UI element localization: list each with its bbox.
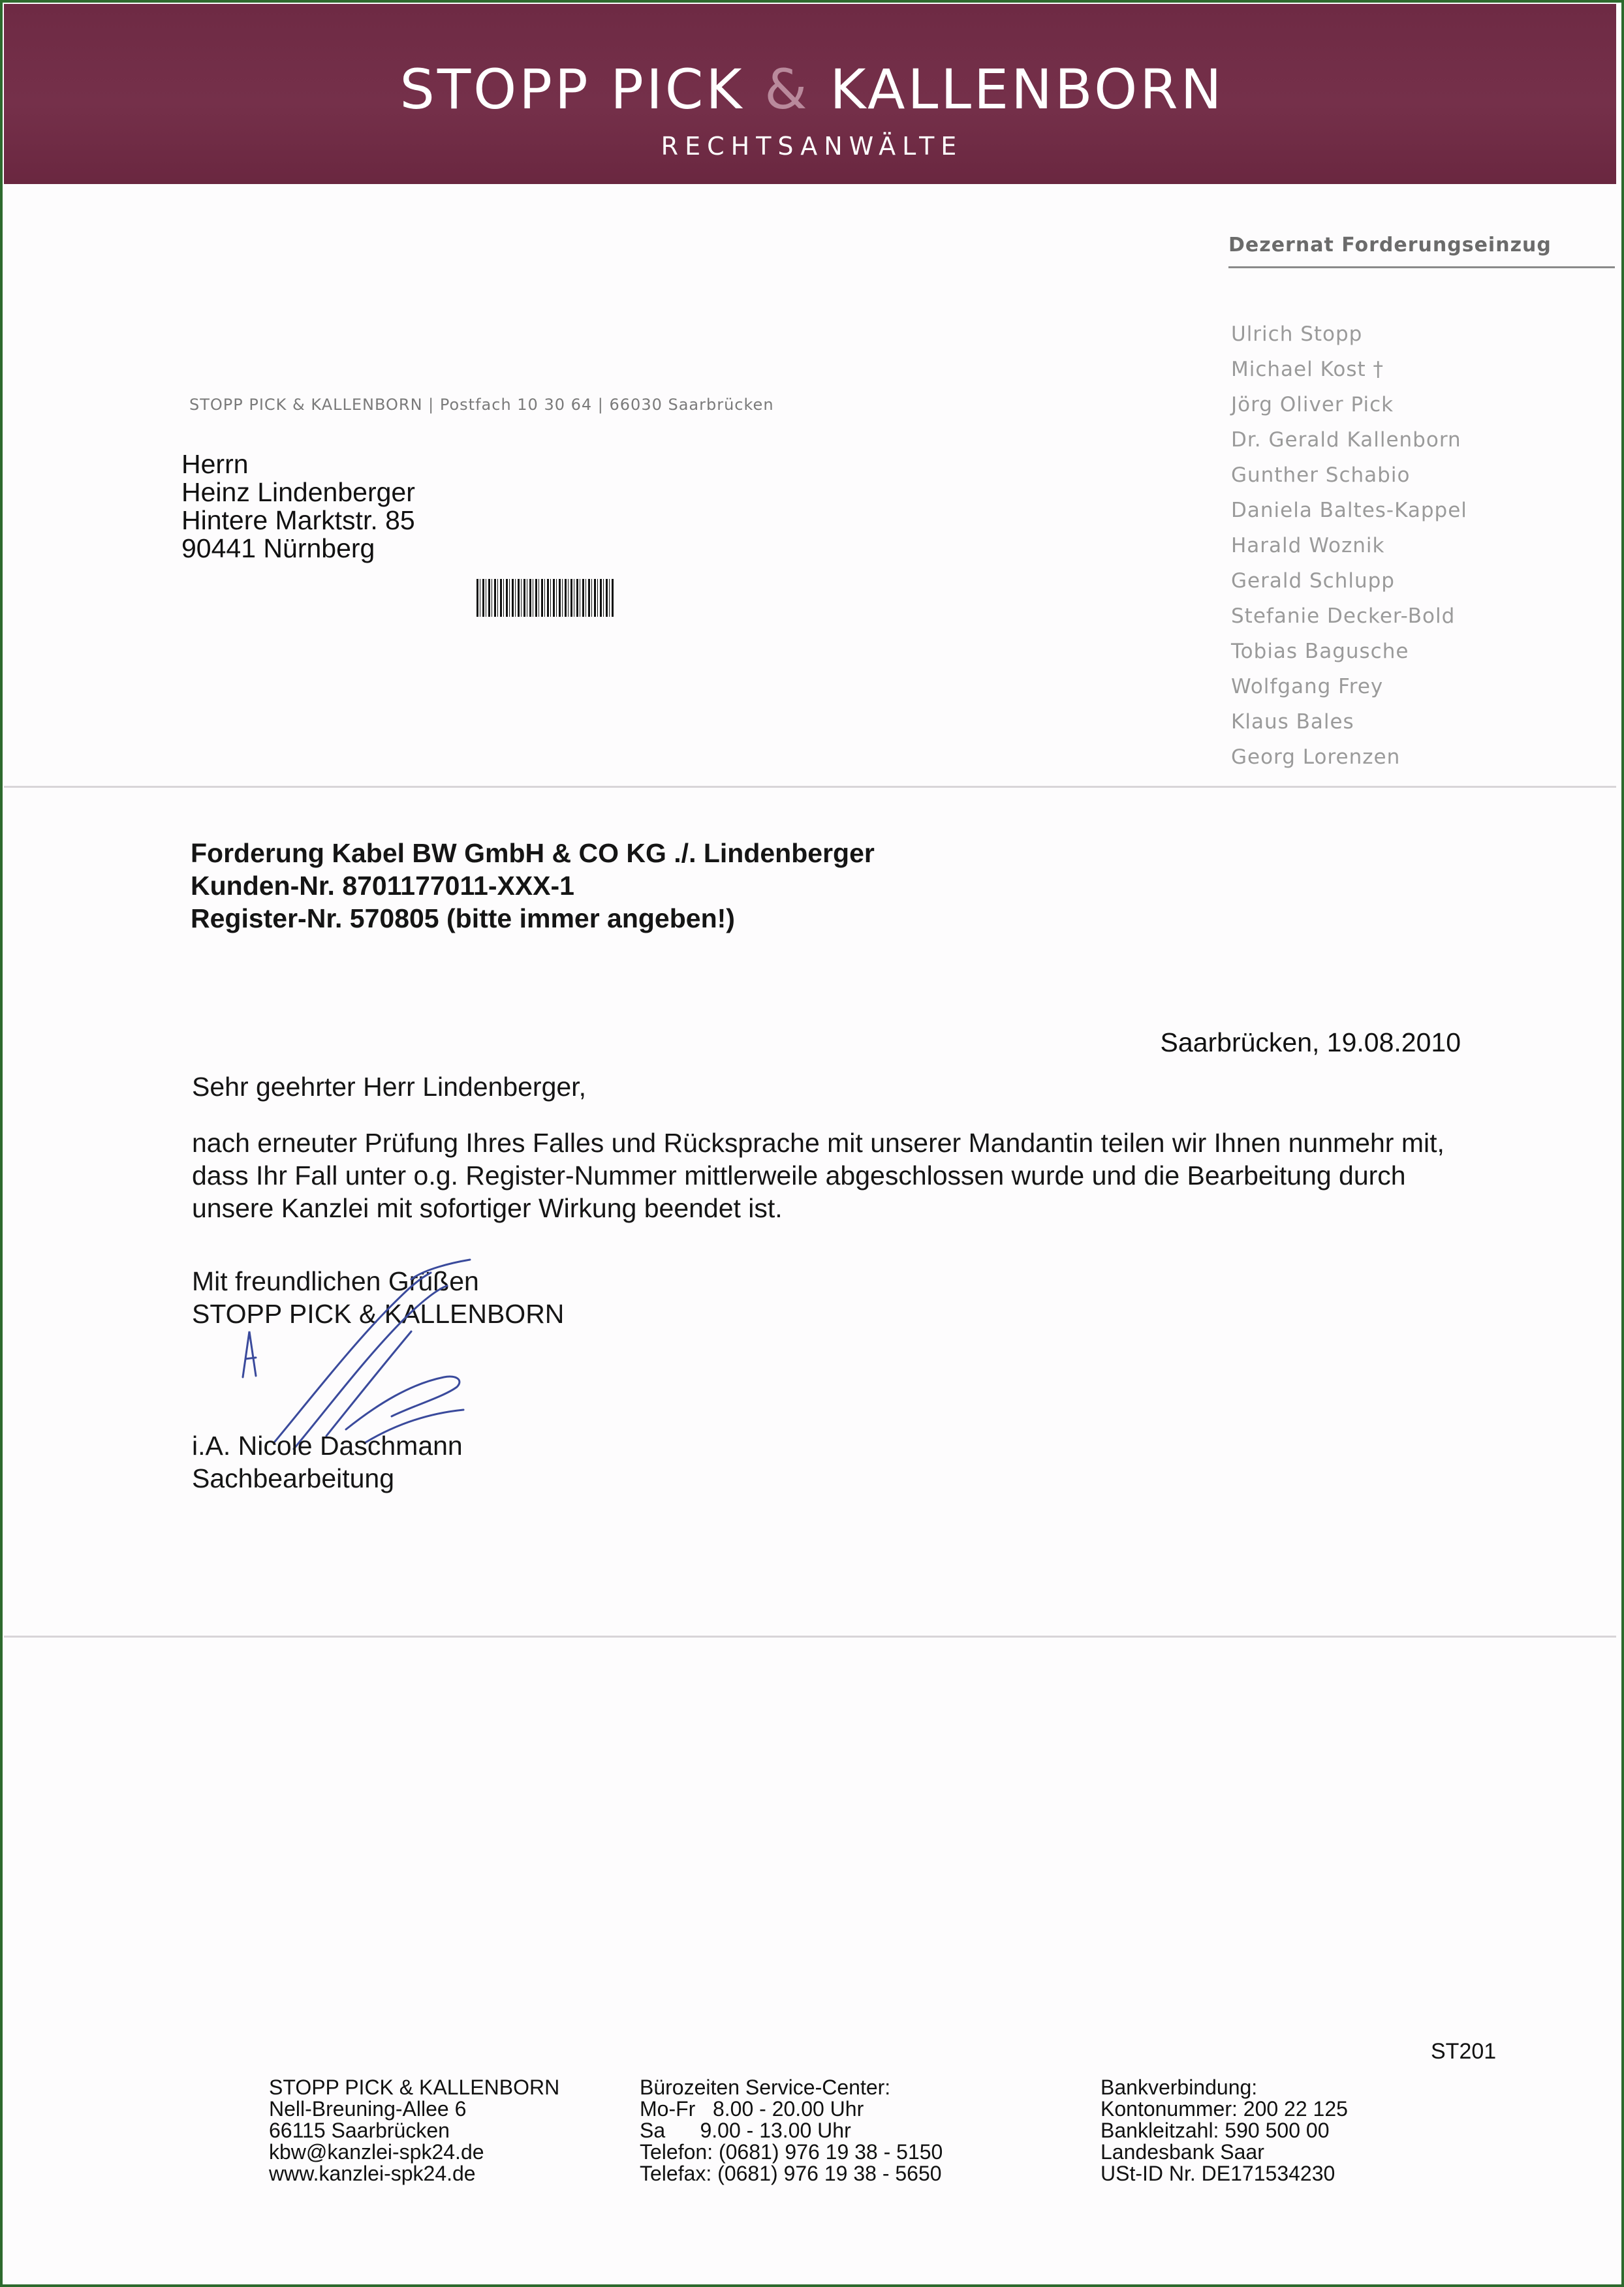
footer-email: kbw@kanzlei-spk24.de <box>269 2140 484 2164</box>
footer-line: STOPP PICK & KALLENBORN <box>269 2076 560 2099</box>
footer-address <box>269 2077 559 2185</box>
lawyer-name: Tobias Bagusche <box>1231 640 1409 663</box>
signer-role: Sachbearbeitung <box>192 1463 395 1493</box>
letter-body <box>192 1127 1497 1224</box>
lawyer-name: Jörg Oliver Pick <box>1231 393 1394 416</box>
footer-line: 66115 Saarbrücken <box>269 2119 450 2142</box>
footer-line: Sa 9.00 - 13.00 Uhr <box>640 2119 851 2142</box>
lawyer-name: Gerald Schlupp <box>1231 569 1395 593</box>
footer-line: Nell-Breuning-Allee 6 <box>269 2097 467 2121</box>
firm-name-part2: KALLENBORN <box>809 57 1225 121</box>
letter-date: Saarbrücken, 19.08.2010 <box>1160 1027 1461 1057</box>
lawyer-name: Stefanie Decker-Bold <box>1231 604 1456 628</box>
signer-name: i.A. Nicole Daschmann <box>192 1431 463 1461</box>
subject-block <box>191 837 875 935</box>
footer-fax: Telefax: (0681) 976 19 38 - 5650 <box>640 2162 942 2185</box>
footer-line: Bankverbindung: <box>1101 2076 1258 2099</box>
lawyer-name: Michael Kost † <box>1231 358 1384 381</box>
reference-code: ST201 <box>1431 2039 1497 2064</box>
lawyer-name: Harald Woznik <box>1231 534 1385 557</box>
lawyer-name: Georg Lorenzen <box>1231 745 1401 769</box>
body-line: nach erneuter Prüfung Ihres Falles und Rücksprache mit unserer Mandantin teilen wir Ihnen nunmehr mit, <box>192 1128 1444 1158</box>
footer-phone: Telefon: (0681) 976 19 38 - 5150 <box>640 2140 943 2164</box>
firm-name-ampersand: & <box>764 57 810 121</box>
signer-block <box>192 1429 1497 1495</box>
footer-website: www.kanzlei-spk24.de <box>269 2162 476 2185</box>
footer-line: Bürozeiten Service-Center: <box>640 2076 891 2099</box>
footer-office-hours <box>640 2077 943 2185</box>
return-address: STOPP PICK & KALLENBORN | Postfach 10 30 64 | 66030 Saarbrücken <box>189 396 774 414</box>
recipient-salutation: Herrn <box>181 449 249 479</box>
lawyer-name: Wolfgang Frey <box>1231 675 1384 698</box>
recipient-name: Heinz Lindenberger <box>181 477 415 507</box>
recipient-street: Hintere Marktstr. 85 <box>181 505 415 535</box>
recipient-city: 90441 Nürnberg <box>181 533 375 563</box>
firm-subtitle: RECHTSANWÄLTE <box>661 132 963 161</box>
lawyer-list <box>1231 320 1467 778</box>
body-line: dass Ihr Fall unter o.g. Register-Nummer mittlerweile abgeschlossen wurde und die Bearbeitung durch <box>192 1160 1406 1190</box>
lawyer-name: Gunther Schabio <box>1231 463 1411 487</box>
fold-line <box>4 786 1616 788</box>
footer-bank <box>1101 2077 1348 2185</box>
footer-line: Bankleitzahl: 590 500 00 <box>1101 2119 1330 2142</box>
lawyer-name: Daniela Baltes-Kappel <box>1231 499 1467 522</box>
customer-number: Kunden-Nr. 8701177011-XXX-1 <box>191 871 574 901</box>
fold-line <box>4 1636 1616 1638</box>
firm-name-part1: STOPP PICK <box>399 57 765 121</box>
body-line: unsere Kanzlei mit sofortiger Wirkung beendet ist. <box>192 1193 783 1223</box>
lawyer-name: Klaus Bales <box>1231 710 1354 734</box>
closing-greeting: Mit freundlichen Grüßen <box>192 1266 479 1296</box>
footer-line: USt-ID Nr. DE171534230 <box>1101 2162 1335 2185</box>
footer-line: Landesbank Saar <box>1101 2140 1264 2164</box>
department-title: Dezernat Forderungseinzug <box>1228 234 1552 257</box>
barcode <box>476 579 615 617</box>
firm-name <box>0 57 1624 121</box>
department-rule <box>1228 266 1615 268</box>
lawyer-name: Dr. Gerald Kallenborn <box>1231 428 1461 452</box>
letter-salutation: Sehr geehrter Herr Lindenberger, <box>192 1072 586 1102</box>
register-number: Register-Nr. 570805 (bitte immer angeben!) <box>191 903 735 933</box>
footer-line: Mo-Fr 8.00 - 20.00 Uhr <box>640 2097 864 2121</box>
lawyer-name: Ulrich Stopp <box>1231 322 1363 346</box>
recipient-address <box>181 450 415 563</box>
footer-line: Kontonummer: 200 22 125 <box>1101 2097 1348 2121</box>
subject-line: Forderung Kabel BW GmbH & CO KG ./. Lindenberger <box>191 838 875 868</box>
closing-firm: STOPP PICK & KALLENBORN <box>192 1299 565 1329</box>
